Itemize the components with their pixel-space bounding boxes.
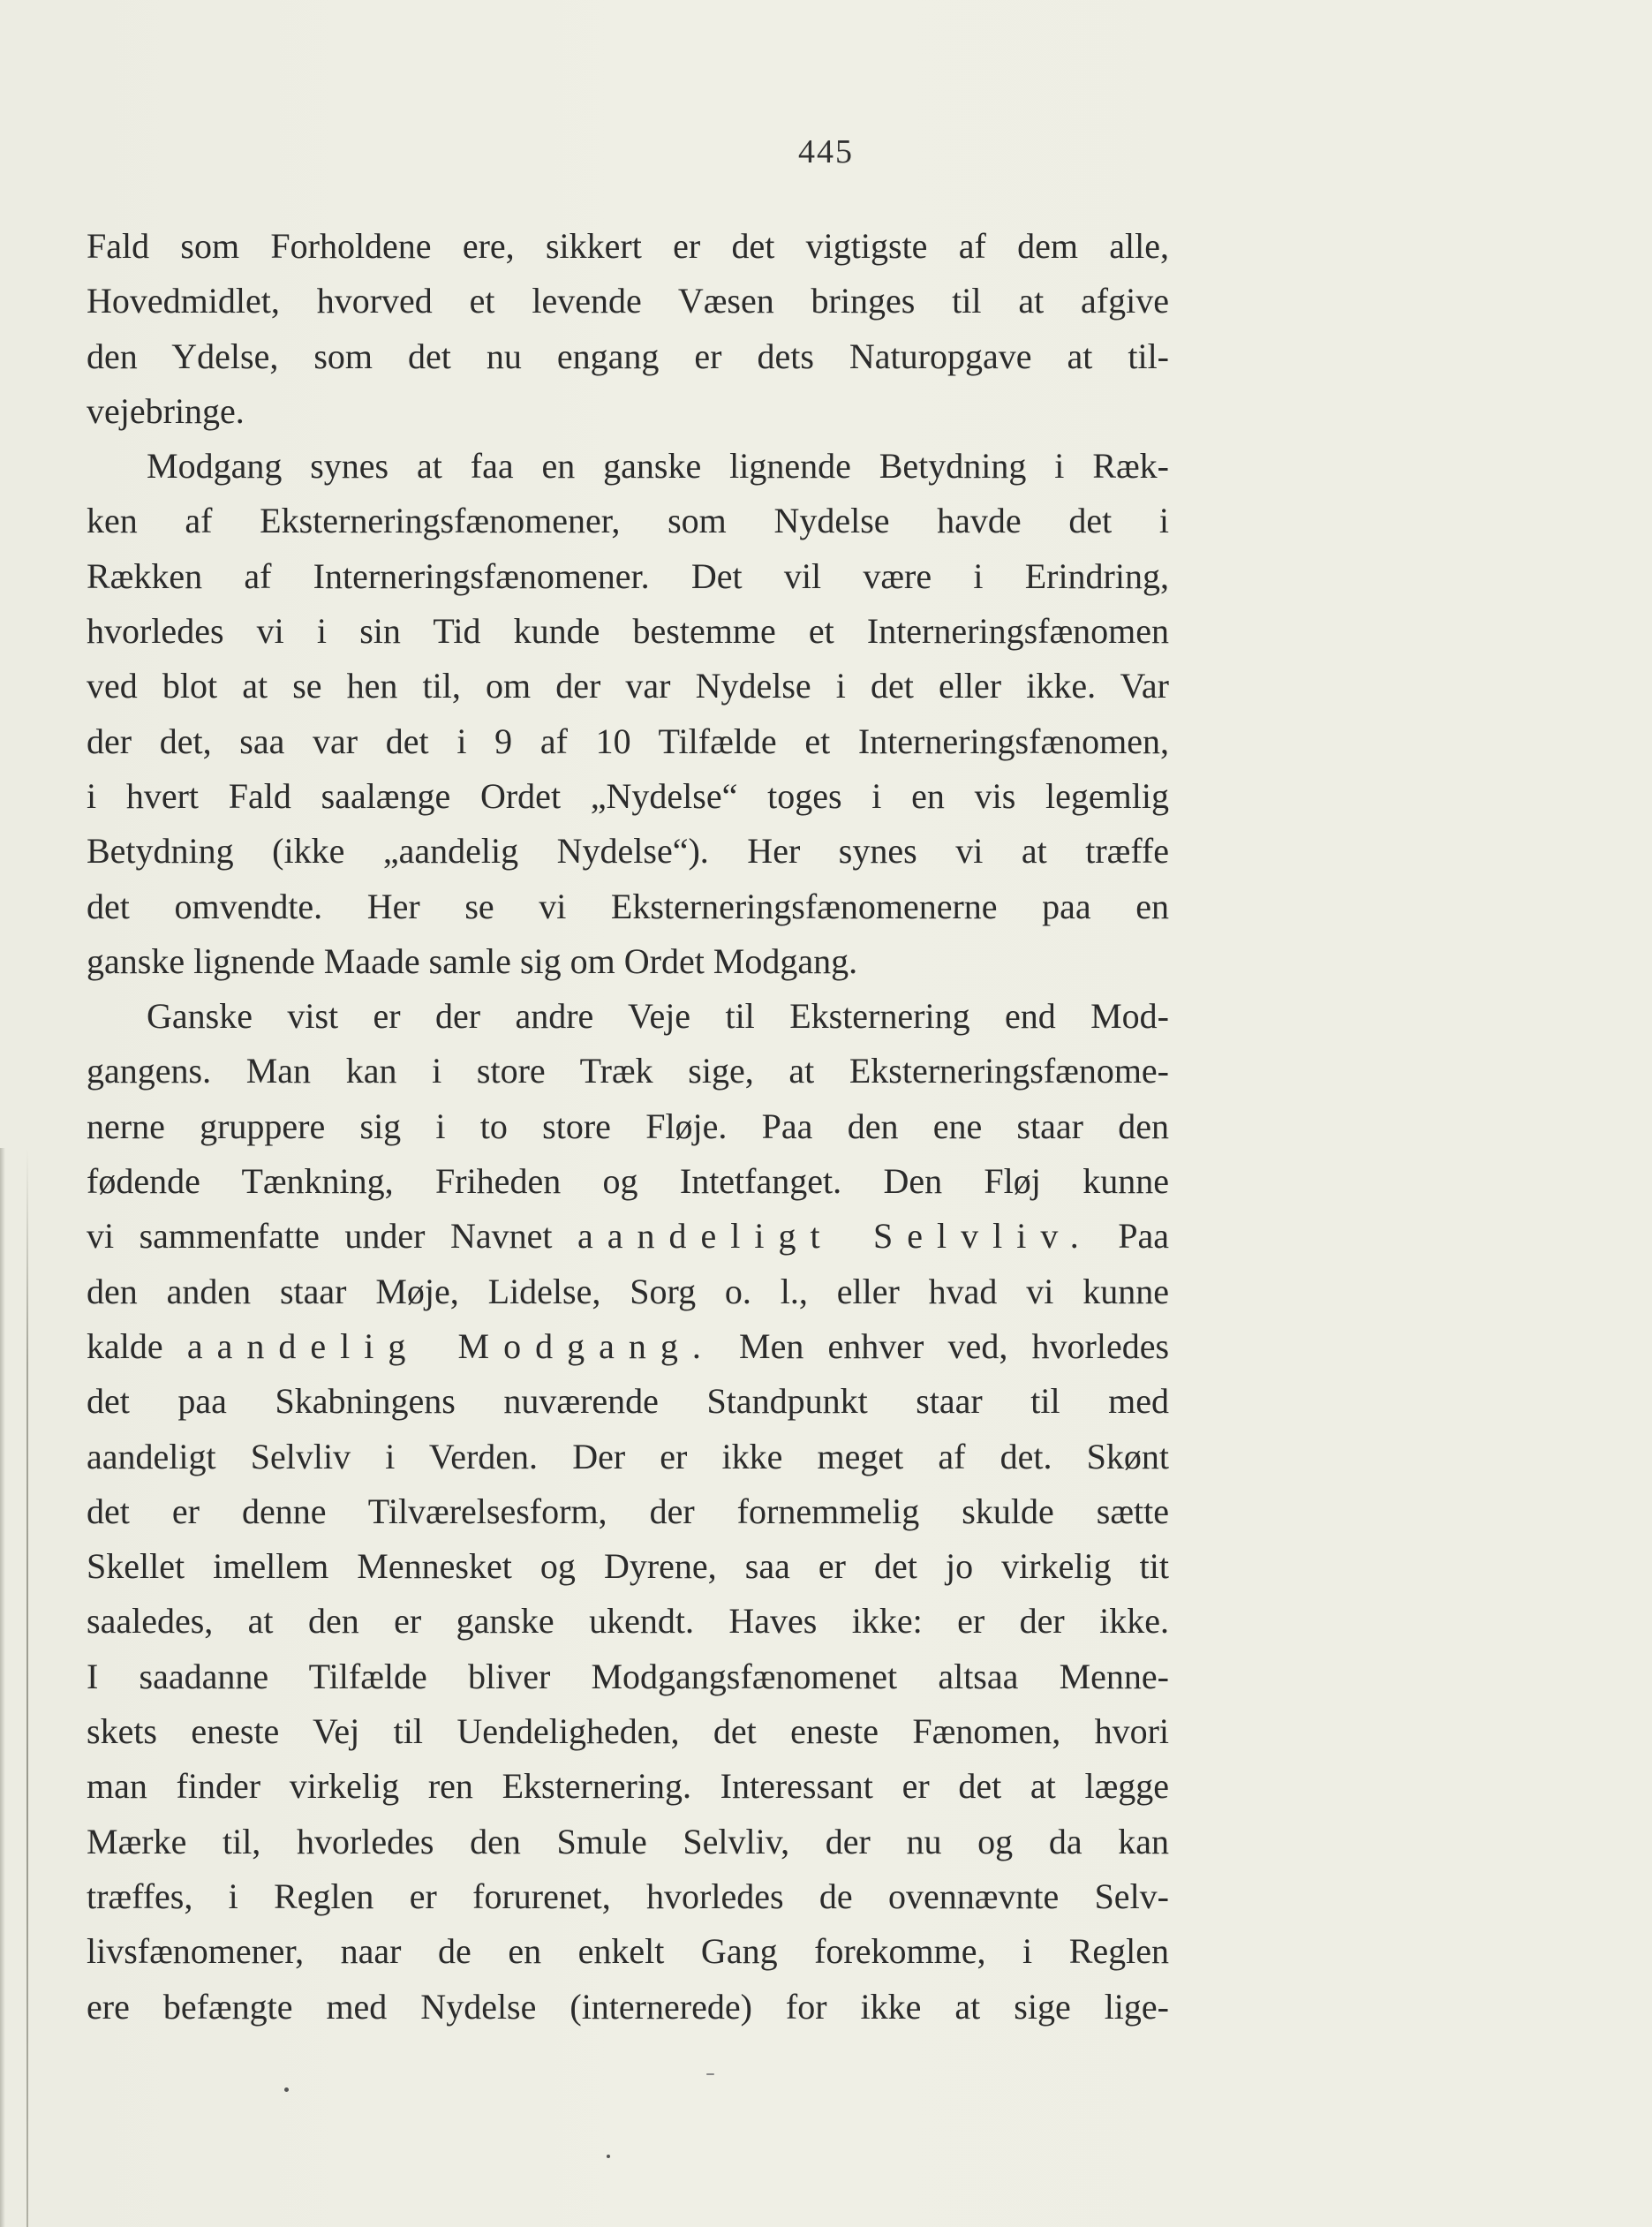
text-line: træffes, i Reglen er forurenet, hvorledes de ovennævnte Selv- [87, 1876, 1169, 1916]
text-line: den anden staar Møje, Lidelse, Sorg o. l., eller hvad vi kunne [87, 1271, 1169, 1311]
text-line: vejebringe. [87, 390, 245, 431]
text-line: I saadanne Tilfælde bliver Modgangsfænomenet altsaa Menne- [87, 1656, 1169, 1696]
ink-speck [706, 2073, 714, 2075]
text-fragment: Men enhver ved, hvorledes [739, 1325, 1169, 1366]
text-line: Rækken af Interneringsfænomener. Det vil være i Erindring, [87, 555, 1169, 596]
text-line: det paa Skabningens nuværende Standpunkt staar til med [87, 1381, 1169, 1422]
text-fragment: Paa [1118, 1216, 1169, 1257]
text-line: Modgang synes at faa en ganske lignende Betydning i Ræk- [147, 446, 1169, 487]
text-line: ved blot at se hen til, om der var Nydelse i det eller ikke. Var [87, 666, 1169, 706]
text-line: man finder virkelig ren Eksternering. Interessant er det at lægge [87, 1766, 1169, 1807]
text-line-with-spaced-term [87, 1319, 1169, 1374]
text-line: hvorledes vi i sin Tid kunde bestemme et Interneringsfænomen [87, 611, 1169, 652]
text-line-with-spaced-term [87, 1209, 1169, 1264]
text-line: nerne gruppere sig i to store Fløje. Paa den ene staar den [87, 1106, 1169, 1146]
text-line: saaledes, at den er ganske ukendt. Haves ikke: er der ikke. [87, 1601, 1169, 1642]
text-line: aandeligt Selvliv i Verden. Der er ikke meget af det. Skønt [87, 1436, 1169, 1476]
text-line: livsfænomener, naar de en enkelt Gang forekomme, i Reglen [87, 1931, 1169, 1972]
binding-shadow [0, 1148, 5, 2227]
spaced-term: aandelig Modgang. [186, 1325, 715, 1366]
text-line: Fald som Forholdene ere, sikkert er det vigtigste af dem alle, [87, 226, 1169, 266]
text-line: Betydning (ikke „aandelig Nydelse“). Her synes vi at træffe [87, 831, 1169, 872]
text-line: ken af Eksterneringsfænomener, som Nydelse havde det i [87, 501, 1169, 541]
text-line: det omvendte. Her se vi Eksterneringsfænomenerne paa en [87, 886, 1169, 926]
binding-line [26, 1148, 28, 2227]
body-text [87, 219, 1169, 2034]
text-line: i hvert Fald saalænge Ordet „Nydelse“ toges i en vis legemlig [87, 775, 1169, 816]
text-fragment: kalde [87, 1325, 163, 1366]
text-line: Mærke til, hvorledes den Smule Selvliv, der nu og da kan [87, 1821, 1169, 1861]
text-fragment: vi sammenfatte under Navnet [87, 1216, 553, 1257]
ink-speck [284, 2087, 289, 2092]
text-line: ganske lignende Maade samle sig om Ordet Modgang. [87, 940, 858, 981]
page-number: 445 [798, 133, 854, 170]
text-line: det er denne Tilværelsesform, der fornemmelig skulde sætte [87, 1491, 1169, 1531]
text-line: Hovedmidlet, hvorved et levende Væsen bringes til at afgive [87, 281, 1169, 321]
text-line: ere befængte med Nydelse (internerede) for ikke at sige lige- [87, 1986, 1169, 2027]
ink-speck [607, 2155, 610, 2158]
text-line: der det, saa var det i 9 af 10 Tilfælde et Interneringsfænomen, [87, 721, 1169, 761]
text-line: Skellet imellem Mennesket og Dyrene, saa er det jo virkelig tit [87, 1546, 1169, 1587]
text-line: gangens. Man kan i store Træk sige, at Eksterneringsfænome- [87, 1051, 1169, 1091]
spaced-term: aandeligt Selvliv. [577, 1216, 1093, 1257]
text-line: skets eneste Vej til Uendeligheden, det eneste Fænomen, hvori [87, 1711, 1169, 1752]
text-line: den Ydelse, som det nu engang er dets Naturopgave at til- [87, 336, 1169, 376]
text-line: fødende Tænkning, Friheden og Intetfanget. Den Fløj kunne [87, 1161, 1169, 1202]
text-line: Ganske vist er der andre Veje til Eksternering end Mod- [147, 996, 1169, 1037]
